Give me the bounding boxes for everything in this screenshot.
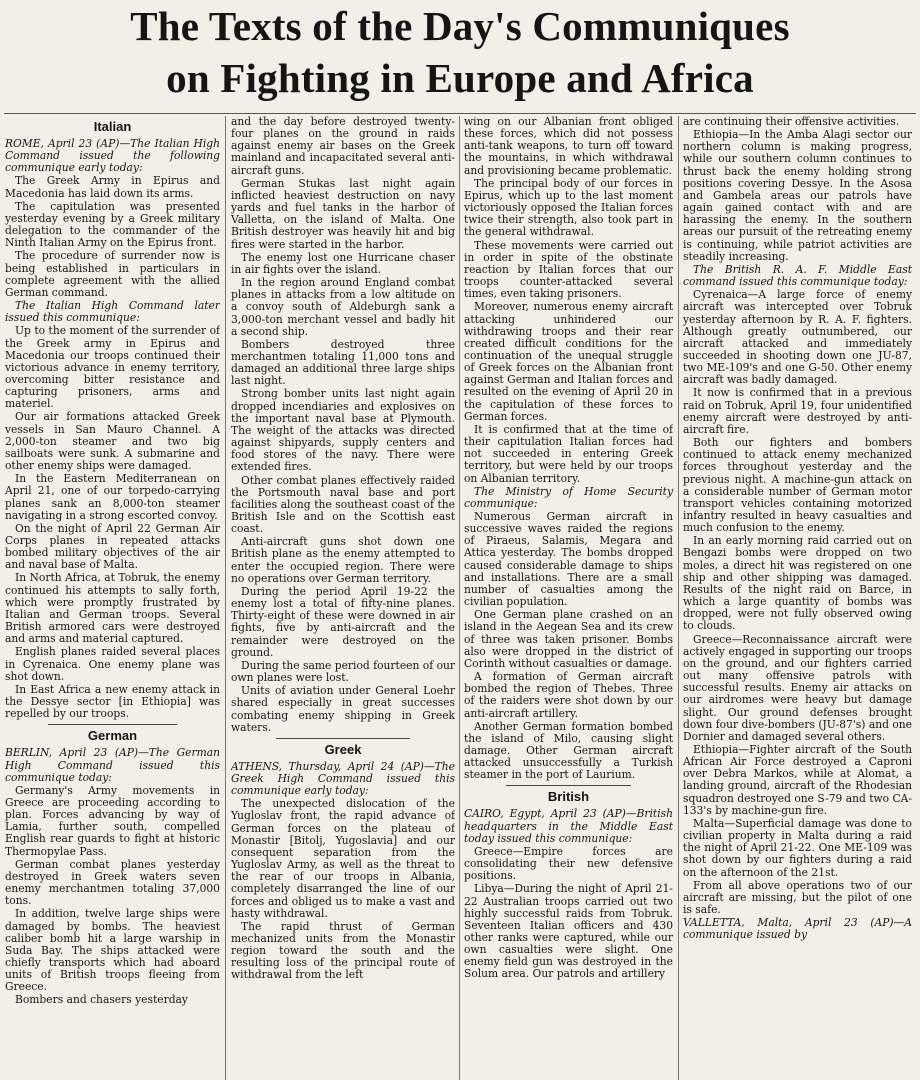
column-divider bbox=[459, 116, 460, 1080]
headline-rule bbox=[4, 113, 916, 114]
dateline: VALLETTA, Malta, April 23 (AP)—A communique issued by bbox=[683, 916, 912, 942]
paragraph: Numerous German aircraft in successive waves raided the regions of Piraeus, Salamis, Megara and Attica yesterday. The bombs dropped caused considerable damage to ships and installations. There are a small number of casualties among the civilian population. bbox=[464, 510, 673, 609]
paragraph: Up to the moment of the surrender of the Greek army in Epirus and Macedonia our troops continued their victorious advance in enemy territory, overcoming bitter resistance and capturing prisoners, arms and materiel. bbox=[5, 324, 220, 411]
paragraph: Units of aviation under General Loehr shared especially in great successes combating enemy shipping in Greek waters. bbox=[231, 684, 455, 734]
paragraph: In addition, twelve large ships were damaged by bombs. The heaviest caliber bomb hit a large warship in Suda Bay. The ships attacked were chiefly transports which had aboard units of British troops fleeing from Greece. bbox=[5, 907, 220, 994]
paragraph: German Stukas last night again inflicted heaviest destruction on navy yards and fuel tanks in the harbor of Valletta, on the island of Malta. One British destroyer was heavily hit and big fires were started in the harbor. bbox=[231, 176, 455, 251]
column-2 bbox=[231, 116, 455, 1080]
headline-line-2: on Fighting in Europe and Africa bbox=[166, 55, 754, 101]
column-divider bbox=[225, 116, 226, 1080]
paragraph: Greece—Empire forces are consolidating their new defensive positions. bbox=[464, 844, 673, 883]
paragraph: Another German formation bombed the island of Milo, causing slight damage. Other German aircraft attacked unsuccessfully a Turkish steamer in the port of Laurium. bbox=[464, 719, 673, 782]
column-3 bbox=[464, 116, 673, 1080]
section-heading-italian: Italian bbox=[93, 119, 132, 134]
paragraph: The procedure of surrender now is being established in particulars in complete agreement with the allied German command. bbox=[5, 249, 220, 299]
paragraph: are continuing their offensive activities. bbox=[683, 116, 900, 128]
paragraph: A formation of German aircraft bombed the region of Thebes. Three of the raiders were shot down by our anti-aircraft artillery. bbox=[464, 670, 673, 720]
headline bbox=[0, 0, 920, 112]
paragraph: Ethiopia—In the Amba Alagi sector our northern column is making progress, while our southern column continues to thrust back the enemy holding strong positions covering Dessye. In the Asosa and Gambela areas our patrols have again gained contact with and are harassing the enemy. In the southern areas our pursuit of the retreating enemy is continuing, while patriot activities are steadily increasing. bbox=[683, 128, 912, 263]
paragraph: Bombers destroyed three merchantmen totaling 11,000 tons and damaged an additional three large ships last night. bbox=[231, 337, 455, 388]
paragraph: English planes raided several places in Cyrenaica. One enemy plane was shot down. bbox=[5, 645, 220, 683]
section-heading-greek: Greek bbox=[324, 741, 362, 757]
paragraph: The British R. A. F. Middle East command issued this communique today: bbox=[683, 262, 912, 289]
paragraph: Strong bomber units last night again dropped incendiaries and explosives on the important naval base at Plymouth. The weight of the attacks was directed against shipyards, supply centers and food stores of the navy. There were extended fires. bbox=[231, 387, 455, 474]
section-heading-german: German bbox=[87, 728, 138, 744]
paragraph: In North Africa, at Tobruk, the enemy continued his attempts to sally forth, which were promptly frustrated by Italian and German troops. Several British armored cars were destroyed and arms and material captured. bbox=[5, 571, 220, 646]
paragraph: and the day before destroyed twenty-four planes on the ground in raids against enemy air bases on the Greek mainland and incapacitated several anti-aircraft guns. bbox=[231, 116, 455, 177]
paragraph: In an early morning raid carried out on Bengazi bombs were dropped on two moles, a direct hit was registered on one ship and other shipping was damaged. Results of the night raid on Barce, in which a large quantity of bombs was dropped, were not fully observed owing to clouds. bbox=[683, 534, 912, 633]
paragraph: The Italian High Command later issued this communique: bbox=[5, 299, 220, 325]
paragraph: German combat planes yesterday destroyed in Greek waters seven enemy merchantmen totaling 37,000 tons. bbox=[5, 857, 220, 908]
paragraph: One German plane crashed on an island in the Aegean Sea and its crew of three was taken prisoner. Bombs also were dropped in the district of Corinth without casualties or damage. bbox=[464, 608, 673, 670]
paragraph: The unexpected dislocation of the Yugloslav front, the rapid advance of German forces on the plateau of Monastir [Bitolj, Yugoslavia] and our consequent separation from the Yugloslav Army, as well as the threat to the rear of our troops in Albania, completely disarranged the line of our forces and obliged us to make a vast and hasty withdrawal. bbox=[231, 797, 455, 920]
paragraph: Ethiopia—Fighter aircraft of the South African Air Force destroyed a Caproni over Debra Markos, while at Alomat, a landing ground, aircraft of the Rhodesian squadron destroyed one S-79 and two CA-133's by machine-gun fire. bbox=[683, 742, 912, 817]
column-4 bbox=[683, 116, 912, 1080]
paragraph: In the region around England combat planes in attacks from a low altitude on a convoy south of Aldeburgh sank a 3,000-ton merchant vessel and badly hit a second ship. bbox=[231, 276, 455, 338]
paragraph: The rapid thrust of German mechanized units from the Monastir region toward the south and the resulting loss of the principal route of withdrawal from the left bbox=[231, 919, 455, 982]
paragraph: The Greek Army in Epirus and Macedonia has laid down its arms. bbox=[5, 174, 220, 200]
paragraph: Moreover, numerous enemy aircraft attacking unhindered our withdrawing troops and their rear created difficult conditions for the continuation of the unequal struggle of Greek forces on the Albanian front against German and Italian forces and resulted on the evening of April 20 in the capitulation of these forces to German forces. bbox=[464, 300, 673, 423]
paragraph: wing on our Albanian front obliged these forces, which did not possess anti-tank weapons, to turn off toward the mountains, in which withdrawal and provisioning became problematic. bbox=[464, 116, 673, 177]
paragraph: During the same period fourteen of our own planes were lost. bbox=[231, 658, 455, 685]
paragraph: In the Eastern Mediterranean on April 21, one of our torpedo-carrying planes sank an 8,000-ton steamer navigating in a strong escorted convoy. bbox=[5, 472, 220, 522]
paragraph: Libya—During the night of April 21-22 Australian troops carried out two highly successful raids from Tobruk. Seventeen Italian officers and 430 other ranks were captured, while our own casualties were slight. One enemy field gun was destroyed in the Solum area. Our patrols and artillery bbox=[464, 882, 673, 981]
paragraph: In East Africa a new enemy attack in the Dessye sector [in Ethiopia] was repelled by our troops. bbox=[5, 682, 220, 721]
section-heading-british: British bbox=[547, 789, 590, 805]
paragraph: Our air formations attacked Greek vessels in San Mauro Channel. A 2,000-ton steamer and two big sailboats were sunk. A submarine and other enemy ships were damaged. bbox=[5, 410, 220, 473]
section-rule bbox=[276, 738, 410, 739]
paragraph: Cyrenaica—A large force of enemy aircraft was intercepted over Tobruk yesterday afternoon by R. A. F. fighters. Although greatly outnumbered, our aircraft attacked and immediately succeeded in shooting down one JU-87, two ME-109's and one G-50. Other enemy aircraft was badly damaged. bbox=[683, 288, 912, 387]
paragraph: The Ministry of Home Security communique: bbox=[464, 484, 673, 510]
dateline: ATHENS, Thursday, April 24 (AP)—The Greek High Command issued this communique early today: bbox=[231, 759, 455, 798]
column-divider bbox=[678, 116, 679, 1080]
dateline: CAIRO, Egypt, April 23 (AP)—British headquarters in the Middle East today issued this communique: bbox=[464, 807, 673, 845]
paragraph: These movements were carried out in order in spite of the obstinate reaction by Italian forces that our troops counter-attacked several times, even taking prisoners. bbox=[464, 238, 673, 301]
paragraph: Bombers and chasers yesterday bbox=[15, 993, 188, 1007]
paragraph: Greece—Reconnaissance aircraft were actively engaged in supporting our troops on the ground, and our fighters carried out many offensive patrols with successful results. Enemy air attacks on our airdromes were heavy but damage slight. Our ground defenses brought down four dive-bombers (JU-87's) and one Dornier and damaged several others. bbox=[683, 632, 912, 743]
paragraph: The capitulation was presented yesterday evening by a Greek military delegation to the commander of the Ninth Italian Army on the Epirus front. bbox=[5, 199, 220, 250]
section-rule bbox=[48, 724, 177, 725]
paragraph: From all above operations two of our aircraft are missing, but the pilot of one is safe. bbox=[683, 878, 912, 916]
dateline: ROME, April 23 (AP)—The Italian High Command issued the following communique early today: bbox=[5, 137, 220, 175]
section-rule bbox=[506, 785, 631, 786]
paragraph: The enemy lost one Hurricane chaser in air fights over the island. bbox=[231, 250, 455, 276]
dateline: BERLIN, April 23 (AP)—The German High Command issued this communique today: bbox=[5, 746, 220, 784]
paragraph: Both our fighters and bombers continued to attack enemy mechanized forces throughout yesterday and the previous night. A machine-gun attack on a considerable number of German motor transport vehicles containing motorized infantry resulted in heavy casualties and much confusion to the enemy. bbox=[683, 436, 912, 535]
column-1 bbox=[5, 116, 220, 1080]
paragraph: Other combat planes effectively raided the Portsmouth naval base and port facilities along the southeast coast of the British Isle and on the Scottish east coast. bbox=[231, 473, 455, 536]
paragraph: Germany's Army movements in Greece are proceeding according to plan. Forces advancing by way of Lamia, further south, compelled English rear guards to fight at historic Thermopylae Pass. bbox=[5, 783, 220, 858]
paragraph: Anti-aircraft guns shot down one British plane as the enemy attempted to enter the occupied region. There were no operations over German territory. bbox=[231, 535, 455, 585]
paragraph: Malta—Superficial damage was done to civilian property in Malta during a raid the night of April 21-22. One ME-109 was shot down by our fighters during a raid on the afternoon of the 21st. bbox=[683, 816, 912, 879]
paragraph: It now is confirmed that in a previous raid on Tobruk, April 19, four unidentified enemy aircraft were destroyed by anti-aircraft fire. bbox=[683, 386, 912, 436]
paragraph: It is confirmed that at the time of their capitulation Italian forces had not succeeded in entering Greek territory, but were held by our troops on Albanian territory. bbox=[464, 422, 673, 485]
paragraph: On the night of April 22 German Air Corps planes in repeated attacks bombed military objectives of the air and naval base of Malta. bbox=[5, 521, 220, 572]
paragraph: During the period April 19-22 the enemy lost a total of fifty-nine planes. Thirty-eight of these were downed in air fights, five by anti-aircraft and the remainder were destroyed on the ground. bbox=[231, 584, 455, 659]
paragraph: The principal body of our forces in Epirus, which up to the last moment victoriously opposed the Italian forces twice their strength, also took part in the general withdrawal. bbox=[464, 176, 673, 239]
headline-line-1: The Texts of the Day's Communiques bbox=[130, 3, 790, 49]
